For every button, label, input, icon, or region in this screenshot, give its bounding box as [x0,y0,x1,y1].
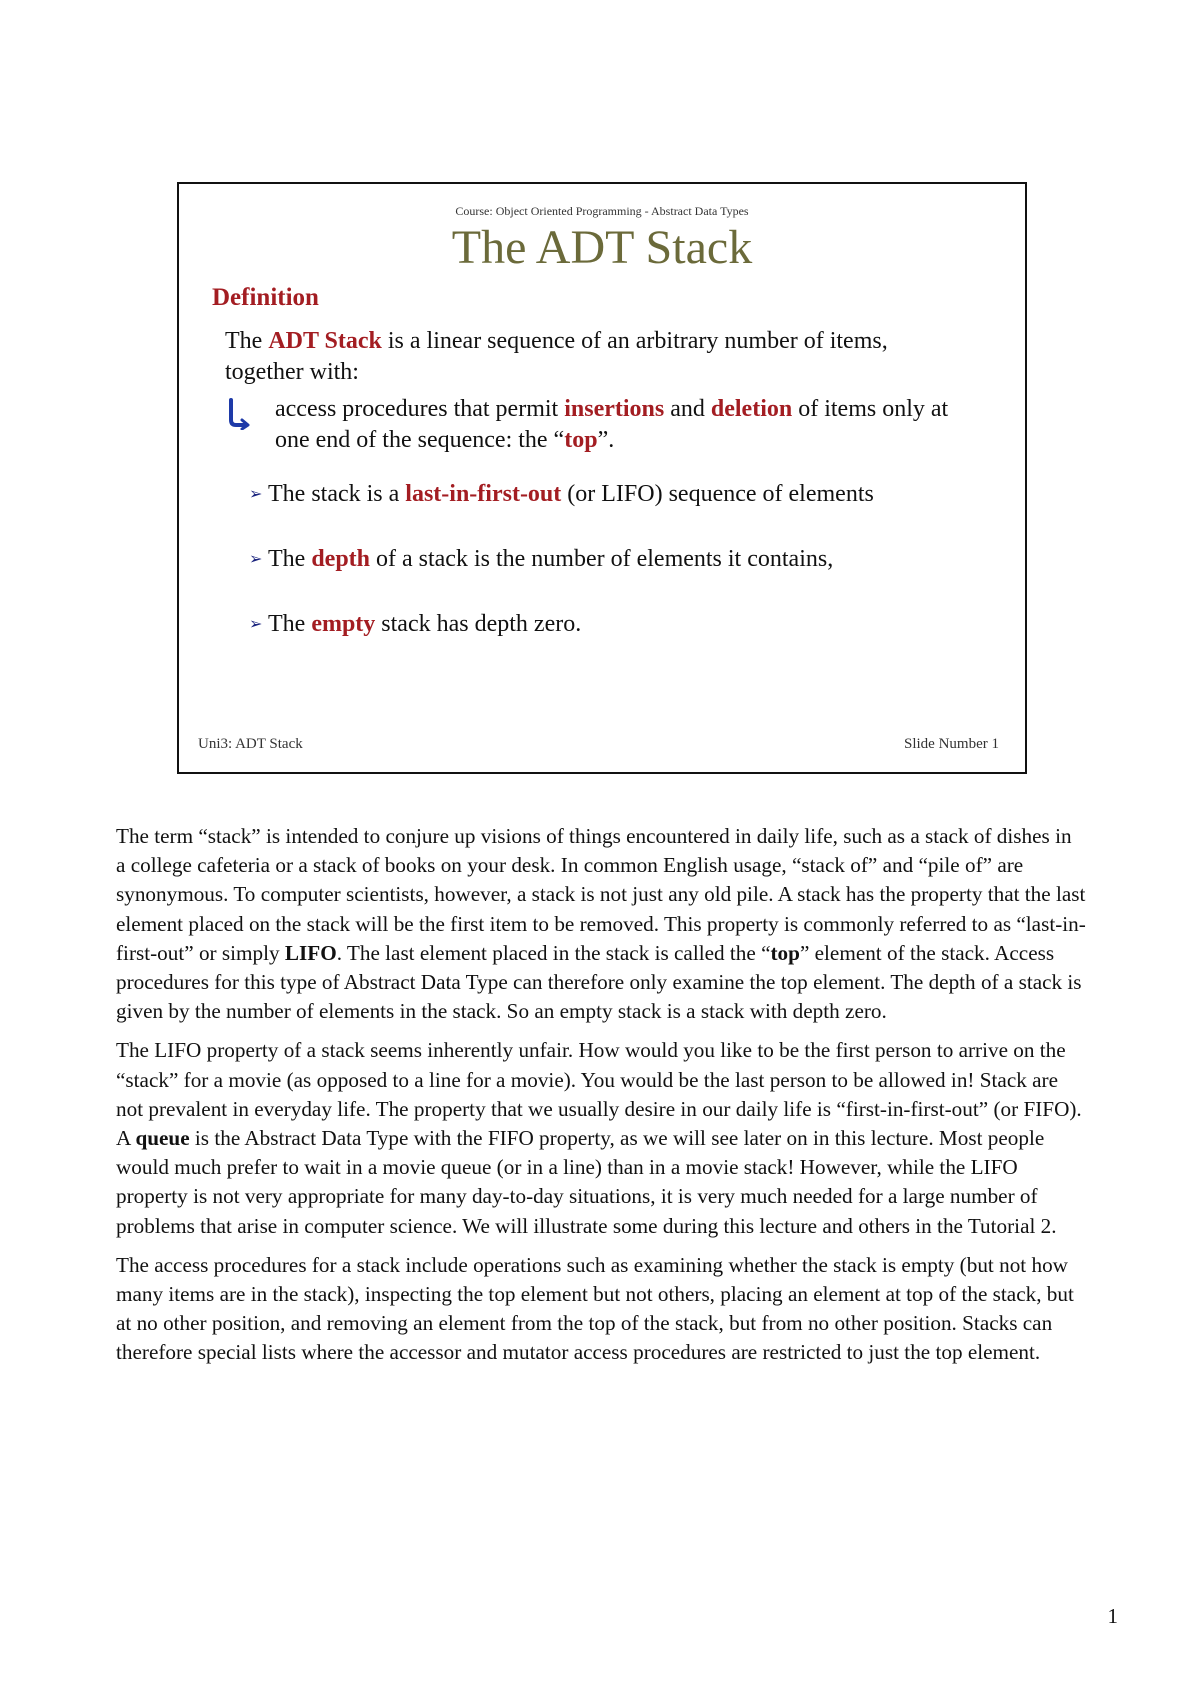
paragraph-2 [116,1036,1086,1240]
paragraph-3: The access procedures for a stack include operations such as examining whether the stack is empty (but not how many items are in the stack), inspecting the top element but not others, placing an element at top of the stack, but at no other position, and removing an element from the top of the stack, but from no other position. Stacks can therefore special lists where the accessor and mutator access procedures are restricted to just the top element. [116,1252,1074,1365]
lifo-term: LIFO [284,940,337,965]
insertions-term: insertions [564,396,665,422]
bullet-text: (or LIFO) sequence of elements [561,481,874,507]
paragraph-1 [116,822,1086,1026]
bullet-text: of a stack is the number of elements it contains, [370,546,834,572]
access-part: ”. [597,427,615,453]
bullet-text: stack has depth zero. [375,611,582,637]
bullet-depth [249,544,833,575]
paragraph-text: . The last element placed in the stack is called the “ [336,940,771,965]
bullet-arrow-icon: ➢ [249,616,263,633]
bullet-highlight: empty [311,611,376,637]
definition-part: The [225,328,269,354]
bullet-lifo [249,479,874,510]
slide-heading: Definition [212,284,319,311]
slide-course-label: Course: Object Oriented Programming - Abstract Data Types [455,204,749,218]
access-procedures-text [275,394,973,456]
slide-footer-number: Slide Number 1 [904,736,999,752]
access-part: and [664,396,711,422]
queue-term: queue [135,1126,190,1151]
bullet-text: The [268,546,312,572]
bullet-arrow-icon: ➢ [249,551,263,568]
paragraph-text: is the Abstract Data Type with the FIFO property, as we will see later on in this lecture. Most people would much prefer to wait in a movie queue (or in a line) than in a movie stack! However, while the LIFO property is not very appropriate for many day-to-day situations, it is very much needed for a large number of problems that arise in computer science. We will illustrate some during this lecture and others in the Tutorial 2. [116,1126,1057,1238]
hook-arrow-icon [225,398,251,430]
top-term: top [770,940,800,965]
definition-term: ADT Stack [268,328,382,354]
top-term: top [564,427,598,453]
bullet-text: The stack is a [268,481,406,507]
access-procedures-item [213,394,973,456]
slide [177,182,1027,774]
bullet-empty [249,609,581,640]
paragraph-text: The LIFO property of a stack seems inherently unfair. How would you like to be the first person to arrive on the “stack” for a movie (as opposed to a line for a movie). You would be the last person to be allowed in! Stack are not prevalent in everyday life. The property that we usually desire in our daily life is “first-in-first-out” (or FIFO). A [116,1038,1082,1151]
slide-title: The ADT Stack [451,221,753,274]
body-text [116,822,1086,1378]
definition-text [225,326,965,388]
deletion-term: deletion [710,396,793,422]
definition-part: is a linear sequence of an arbitrary number of items, together with: [225,328,888,385]
bullet-arrow-icon: ➢ [249,486,263,503]
access-part: of items only at one end of the sequence: the “ [275,396,949,453]
bullet-highlight: depth [311,546,370,572]
paragraph-text: The term “stack” is intended to conjure up visions of things encountered in daily life, such as a stack of dishes in a college cafeteria or a stack of books on your desk. In common English usage, “stack of” and “pile of” are synonymous. To computer scientists, however, a stack is not just any old pile. A stack has the property that the last element placed on the stack will be the first item to be removed. This property is commonly referred to as “last-in-first-out” or simply [116,824,1086,965]
bullet-text: The [268,611,312,637]
page-number: 1 [1107,1604,1118,1628]
paragraph-text: ” element of the stack. Access procedures for this type of Abstract Data Type can therefore only examine the top element. The depth of a stack is given by the number of elements in the stack. So an empty stack is a stack with depth zero. [116,940,1082,1024]
bullet-highlight: last-in-first-out [405,481,562,507]
slide-footer-unit: Uni3: ADT Stack [198,736,303,752]
access-part: access procedures that permit [275,396,565,422]
